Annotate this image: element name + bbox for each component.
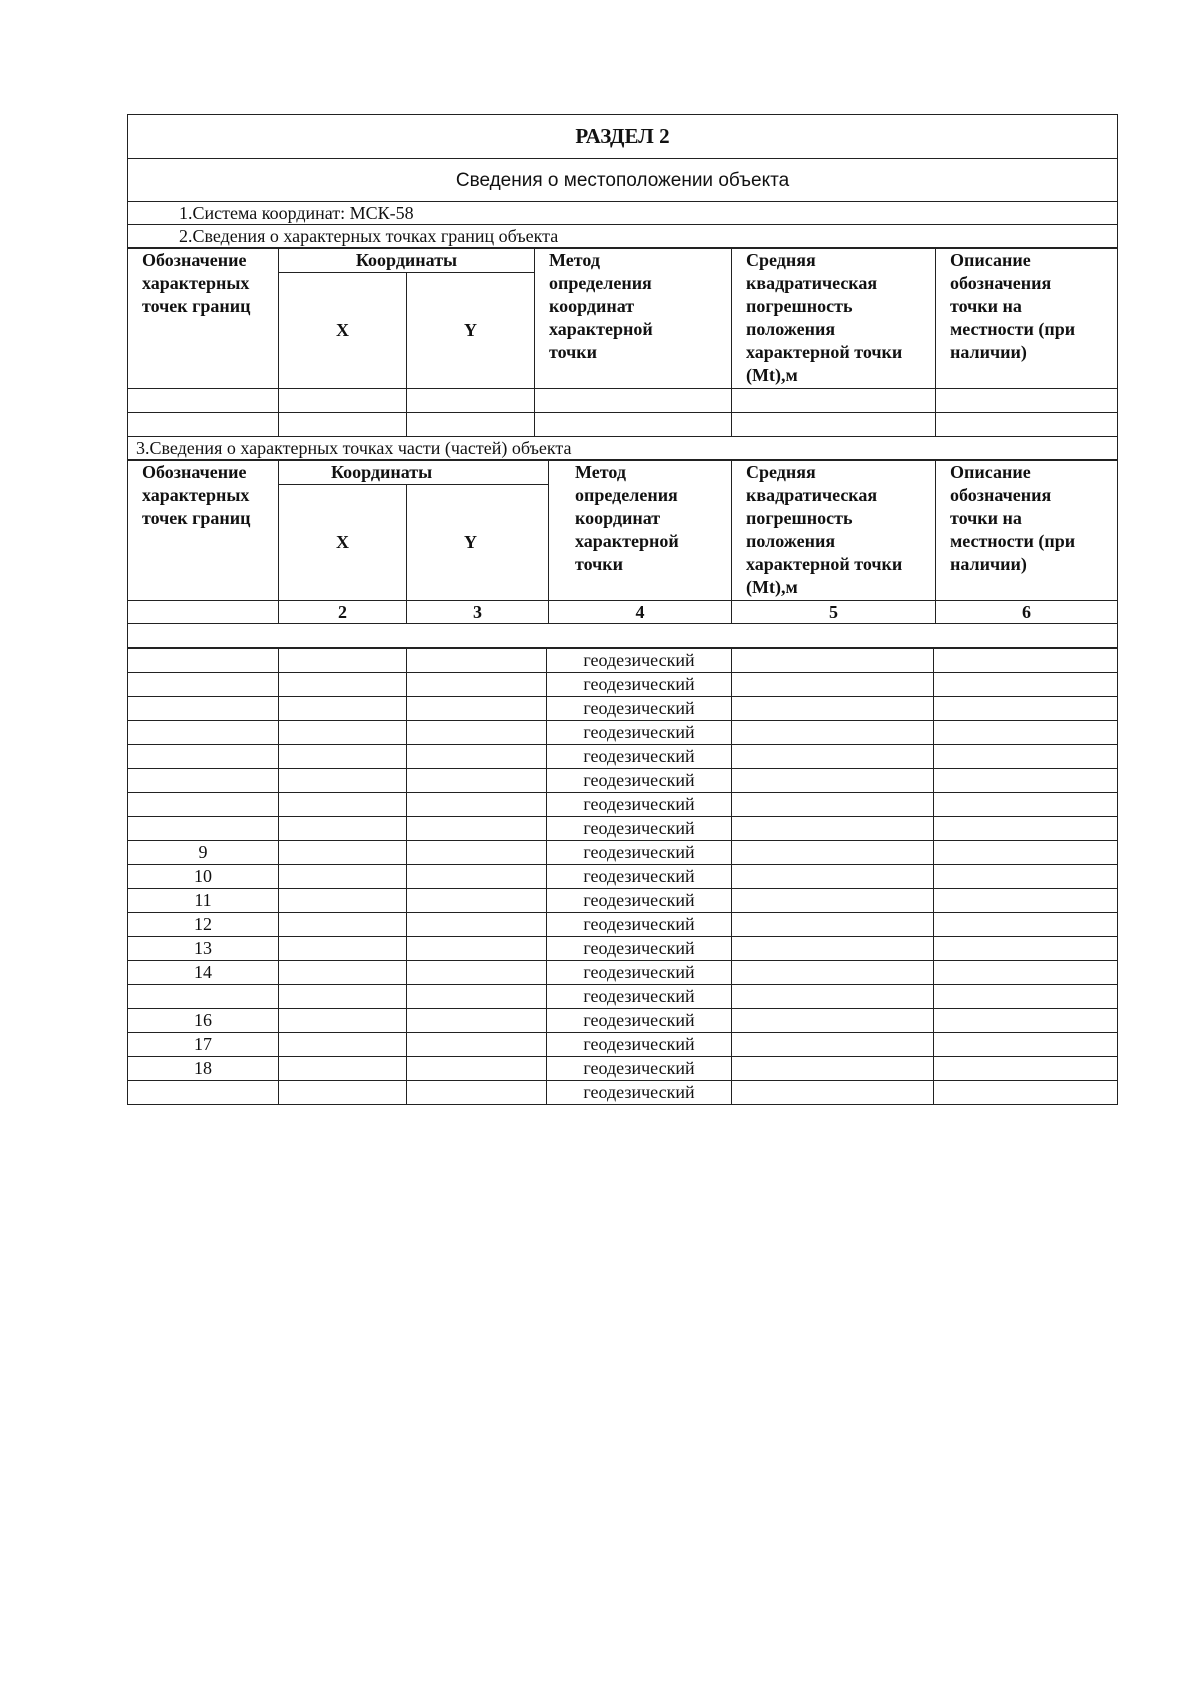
y-cell [407, 937, 547, 961]
description-cell [934, 961, 1118, 985]
error-cell [732, 889, 934, 913]
part1-heading: 2.Сведения о характерных точках границ объекта [128, 225, 1118, 248]
description-cell [934, 913, 1118, 937]
method-cell: геодезический [547, 817, 732, 841]
error-cell [732, 1081, 934, 1105]
header-line: Обозначение [142, 462, 247, 482]
x-cell [279, 1057, 407, 1081]
header-line: наличии) [950, 342, 1027, 362]
description-cell [934, 985, 1118, 1009]
y-cell [407, 745, 547, 769]
column-number: 4 [549, 601, 732, 624]
column-number [128, 601, 279, 624]
point-number-cell: 17 [128, 1033, 279, 1057]
description-cell [934, 793, 1118, 817]
method-cell: геодезический [547, 769, 732, 793]
header-line: точки на [950, 296, 1022, 316]
table-row [128, 865, 1118, 889]
points-table [127, 648, 1118, 1105]
header-line: погрешность [746, 508, 853, 528]
header-line: местности (при [950, 319, 1076, 339]
x-cell [279, 913, 407, 937]
x-cell [279, 649, 407, 673]
header-line: обозначения [950, 485, 1052, 505]
x-cell [279, 1033, 407, 1057]
method-cell: геодезический [547, 649, 732, 673]
header-line: наличии) [950, 554, 1027, 574]
table-row [128, 673, 1118, 697]
error-cell [732, 673, 934, 697]
header-x: X [279, 273, 407, 389]
table-row [128, 793, 1118, 817]
y-cell [407, 769, 547, 793]
error-cell [732, 793, 934, 817]
method-cell: геодезический [547, 1033, 732, 1057]
method-cell: геодезический [547, 841, 732, 865]
x-cell [279, 817, 407, 841]
method-cell: геодезический [547, 793, 732, 817]
header-line: Метод [575, 462, 626, 482]
method-cell: геодезический [547, 1009, 732, 1033]
method-cell: геодезический [547, 745, 732, 769]
description-cell [934, 817, 1118, 841]
description-cell [934, 841, 1118, 865]
error-cell [732, 985, 934, 1009]
header-line: (Mt),м [746, 365, 798, 385]
header-line: характерной [549, 319, 653, 339]
method-cell: геодезический [547, 985, 732, 1009]
header-line: Описание [950, 462, 1031, 482]
error-cell [732, 865, 934, 889]
point-number-cell: 10 [128, 865, 279, 889]
y-cell [407, 1081, 547, 1105]
table-row [128, 697, 1118, 721]
method-cell: геодезический [547, 913, 732, 937]
x-cell [279, 745, 407, 769]
part2-heading: 3.Сведения о характерных точках части (частей) объекта [128, 437, 1118, 460]
header-description-2 [936, 461, 1118, 601]
point-number-cell [128, 985, 279, 1009]
header-line: местности (при [950, 531, 1076, 551]
table-row [128, 1057, 1118, 1081]
y-cell [407, 817, 547, 841]
header-coordinates-2: Координаты [279, 461, 549, 485]
description-cell [934, 769, 1118, 793]
header-coordinates: Координаты [279, 249, 535, 273]
description-cell [934, 937, 1118, 961]
part2-table [127, 460, 1118, 648]
header-line: Метод [549, 250, 600, 270]
error-cell [732, 961, 934, 985]
error-cell [732, 649, 934, 673]
x-cell [279, 1009, 407, 1033]
point-number-cell [128, 649, 279, 673]
y-cell [407, 673, 547, 697]
header-x-2: X [279, 485, 407, 601]
point-number-cell: 14 [128, 961, 279, 985]
section-subtitle: Сведения о местоположении объекта [128, 159, 1118, 202]
table-row [128, 817, 1118, 841]
header-line: определения [575, 485, 678, 505]
y-cell [407, 985, 547, 1009]
description-cell [934, 649, 1118, 673]
header-error-2 [732, 461, 936, 601]
y-cell [407, 961, 547, 985]
table-row [128, 1081, 1118, 1105]
y-cell [407, 865, 547, 889]
point-number-cell [128, 1081, 279, 1105]
point-number-cell: 9 [128, 841, 279, 865]
header-line: обозначения [950, 273, 1052, 293]
header-error [732, 249, 936, 389]
method-cell: геодезический [547, 937, 732, 961]
description-cell [934, 673, 1118, 697]
header-line: квадратическая [746, 273, 878, 293]
header-line: погрешность [746, 296, 853, 316]
description-cell [934, 1033, 1118, 1057]
table-row [128, 1009, 1118, 1033]
header-method-2 [549, 461, 732, 601]
description-cell [934, 1057, 1118, 1081]
y-cell [407, 1009, 547, 1033]
x-cell [279, 673, 407, 697]
column-number: 6 [936, 601, 1118, 624]
header-line: определения [549, 273, 652, 293]
point-number-cell: 11 [128, 889, 279, 913]
y-cell [407, 721, 547, 745]
x-cell [279, 961, 407, 985]
method-cell: геодезический [547, 1057, 732, 1081]
column-numbers-row [128, 601, 1118, 624]
description-cell [934, 865, 1118, 889]
header-line: Средняя [746, 250, 816, 270]
part1-table [127, 248, 1118, 460]
error-cell [732, 913, 934, 937]
header-line: положения [746, 319, 836, 339]
header-line: Описание [950, 250, 1031, 270]
point-number-cell [128, 721, 279, 745]
error-cell [732, 817, 934, 841]
method-cell: геодезический [547, 961, 732, 985]
error-cell [732, 937, 934, 961]
table-row [128, 841, 1118, 865]
method-cell: геодезический [547, 673, 732, 697]
method-cell: геодезический [547, 697, 732, 721]
header-line: Обозначение [142, 250, 247, 270]
header-y-2: Y [407, 485, 549, 601]
header-line: координат [575, 508, 661, 528]
header-designation-2 [128, 461, 279, 601]
error-cell [732, 1009, 934, 1033]
table-row [128, 913, 1118, 937]
section-title: РАЗДЕЛ 2 [128, 115, 1118, 159]
header-line: характерной точки [746, 342, 903, 362]
header-line: Средняя [746, 462, 816, 482]
y-cell [407, 913, 547, 937]
error-cell [732, 841, 934, 865]
description-cell [934, 889, 1118, 913]
table-row [128, 889, 1118, 913]
y-cell [407, 697, 547, 721]
header-line: характерных [142, 273, 250, 293]
header-description [936, 249, 1118, 389]
point-number-cell [128, 793, 279, 817]
header-line: квадратическая [746, 485, 878, 505]
header-line: точки [549, 342, 598, 362]
header-line: характерных [142, 485, 250, 505]
x-cell [279, 889, 407, 913]
header-line: точки на [950, 508, 1022, 528]
point-number-cell [128, 697, 279, 721]
error-cell [732, 745, 934, 769]
point-number-cell: 12 [128, 913, 279, 937]
table-row [128, 937, 1118, 961]
method-cell: геодезический [547, 721, 732, 745]
point-number-cell: 13 [128, 937, 279, 961]
error-cell [732, 1057, 934, 1081]
x-cell [279, 841, 407, 865]
section-table [127, 114, 1118, 248]
spacer-row [128, 624, 1118, 648]
header-designation [128, 249, 279, 389]
y-cell [407, 793, 547, 817]
header-line: положения [746, 531, 836, 551]
description-cell [934, 697, 1118, 721]
x-cell [279, 721, 407, 745]
method-cell: геодезический [547, 865, 732, 889]
header-line: координат [549, 296, 635, 316]
column-number: 2 [279, 601, 407, 624]
table-row [128, 985, 1118, 1009]
y-cell [407, 889, 547, 913]
column-number: 5 [732, 601, 936, 624]
x-cell [279, 1081, 407, 1105]
point-number-cell [128, 745, 279, 769]
section-2-form [127, 114, 1117, 1105]
error-cell [732, 697, 934, 721]
table-row [128, 721, 1118, 745]
table-row [128, 961, 1118, 985]
y-cell [407, 841, 547, 865]
header-y: Y [407, 273, 535, 389]
description-cell [934, 721, 1118, 745]
y-cell [407, 1057, 547, 1081]
table-row [128, 769, 1118, 793]
x-cell [279, 985, 407, 1009]
y-cell [407, 1033, 547, 1057]
header-line: характерной [575, 531, 679, 551]
point-number-cell: 16 [128, 1009, 279, 1033]
x-cell [279, 937, 407, 961]
error-cell [732, 1033, 934, 1057]
x-cell [279, 793, 407, 817]
point-number-cell [128, 817, 279, 841]
x-cell [279, 697, 407, 721]
column-number: 3 [407, 601, 549, 624]
description-cell [934, 1009, 1118, 1033]
x-cell [279, 865, 407, 889]
header-line: точки [575, 554, 624, 574]
header-method [535, 249, 732, 389]
x-cell [279, 769, 407, 793]
table-row [128, 1033, 1118, 1057]
error-cell [732, 721, 934, 745]
y-cell [407, 649, 547, 673]
header-line: точек границ [142, 296, 251, 316]
header-line: точек границ [142, 508, 251, 528]
description-cell [934, 1081, 1118, 1105]
error-cell [732, 769, 934, 793]
table-row [128, 745, 1118, 769]
method-cell: геодезический [547, 1081, 732, 1105]
method-cell: геодезический [547, 889, 732, 913]
header-line: характерной точки [746, 554, 903, 574]
header-line: (Mt),м [746, 577, 798, 597]
point-number-cell: 18 [128, 1057, 279, 1081]
point-number-cell [128, 769, 279, 793]
coord-system-line: 1.Система координат: МСК-58 [128, 202, 1118, 225]
table-row [128, 649, 1118, 673]
point-number-cell [128, 673, 279, 697]
description-cell [934, 745, 1118, 769]
